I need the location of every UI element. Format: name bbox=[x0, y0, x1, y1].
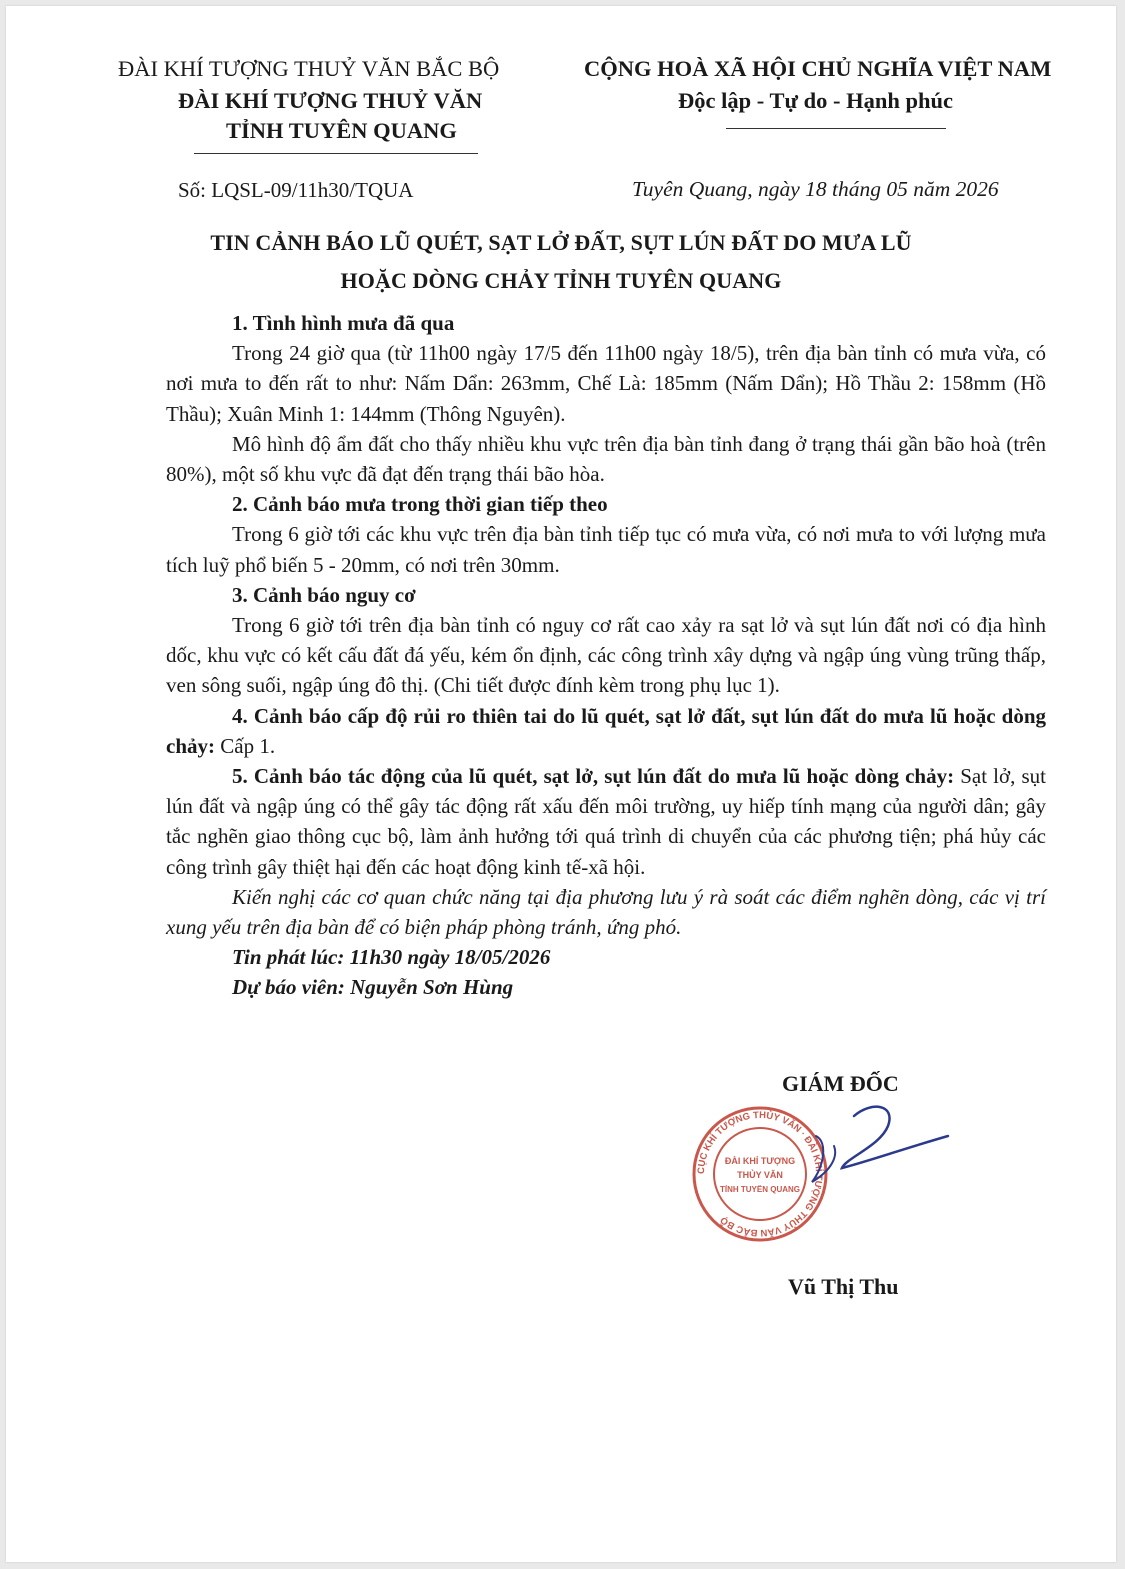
agency-province: TỈNH TUYÊN QUANG bbox=[226, 118, 457, 143]
document-title-line1: TIN CẢNH BÁO LŨ QUÉT, SẠT LỞ ĐẤT, SỤT LÚN ĐẤT DO MƯA LŨ bbox=[210, 230, 912, 255]
section-4 bbox=[166, 701, 1046, 761]
section-3-heading: 3. Cảnh báo nguy cơ bbox=[232, 582, 416, 607]
signer-title: GIÁM ĐỐC bbox=[782, 1071, 899, 1096]
left-header-rule bbox=[194, 153, 478, 154]
national-motto: Độc lập - Tự do - Hạnh phúc bbox=[678, 88, 954, 113]
stamp-inner-line1: ĐÀI KHÍ TƯỢNG bbox=[724, 1156, 796, 1166]
section-4-value: Cấp 1. bbox=[215, 733, 276, 758]
section-1-heading: 1. Tình hình mưa đã qua bbox=[232, 311, 455, 335]
section-2-heading: 2. Cảnh báo mưa trong thời gian tiếp theo bbox=[232, 492, 608, 517]
section-5-text: Sạt lở, sụt lún đất và ngập úng có thể gây tác động rất xấu đến môi trường, uy hiếp tính mạng của người dân; gây tắc nghẽn giao thông cục bộ, làm ảnh hưởng tới quá trình di chuyển của các phương tiện; phá hủy các công trình gây thiệt hại đến các hoạt động kinh tế-xã hội. bbox=[166, 764, 1047, 879]
document-body bbox=[166, 308, 1046, 1003]
document-number: Số: LQSL-09/11h30/TQUA bbox=[178, 178, 414, 202]
stamp-inner-line2: THỦY VĂN bbox=[737, 1170, 783, 1180]
section-2-paragraph: Trong 6 giờ tới các khu vực trên địa bàn tỉnh tiếp tục có mưa vừa, có nơi mưa to với lượng mưa tích luỹ phổ biến 5 - 20mm, có nơi trên 30mm. bbox=[166, 522, 1046, 577]
section-5 bbox=[166, 761, 1046, 882]
forecaster: Dự báo viên: Nguyễn Sơn Hùng bbox=[232, 975, 514, 1000]
section-3-paragraph: Trong 6 giờ tới trên địa bàn tỉnh có nguy cơ rất cao xảy ra sạt lở và sụt lún đất nơi có địa hình dốc, khu vực có kết cấu đất đá yếu, kém ổn định, các công trình xây dựng và ngập úng vùng trũng thấp, ven sông suối, ngập úng đô thị. (Chi tiết được đính kèm trong phụ lục 1). bbox=[166, 613, 1046, 698]
agency-name: ĐÀI KHÍ TƯỢNG THUỶ VĂN bbox=[178, 88, 483, 113]
stamp-inner-line3: TỈNH TUYÊN QUANG bbox=[720, 1185, 800, 1194]
document-title-line2: HOẶC DÒNG CHẢY TỈNH TUYÊN QUANG bbox=[340, 268, 782, 293]
recommendation: Kiến nghị các cơ quan chức năng tại địa phương lưu ý rà soát các điểm nghẽn dòng, các vị trí xung yếu trên địa bàn để có biện pháp phòng tránh, ứng phó. bbox=[166, 884, 1046, 940]
section-1-paragraph-2: Mô hình độ ẩm đất cho thấy nhiều khu vực trên địa bàn tỉnh đang ở trạng thái gần bão hoà (trên 80%), một số khu vực đã đạt đến trạng thái bão hòa. bbox=[166, 431, 1046, 487]
agency-parent: ĐÀI KHÍ TƯỢNG THUỶ VĂN BẮC BỘ bbox=[118, 56, 500, 81]
issued-at: Tin phát lúc: 11h30 ngày 18/05/2026 bbox=[232, 945, 551, 970]
document-page bbox=[6, 6, 1116, 1562]
section-4-heading: 4. Cảnh báo cấp độ rủi ro thiên tai do lũ quét, sạt lở đất, sụt lún đất do mưa lũ hoặc dòng chảy: bbox=[166, 703, 1046, 758]
section-5-heading: 5. Cảnh báo tác động của lũ quét, sạt lở, sụt lún đất do mưa lũ hoặc dòng chảy: bbox=[232, 764, 955, 789]
signer-name: Vũ Thị Thu bbox=[788, 1274, 899, 1299]
section-1-paragraph-1: Trong 24 giờ qua (từ 11h00 ngày 17/5 đến 11h00 ngày 18/5), trên địa bàn tỉnh có mưa vừa, có nơi mưa to đến rất to như: Nấm Dẩn: 263mm, Chế Là: 185mm (Nấm Dẩn); Hồ Thầu 2: 158mm (Hồ Thầu); Xuân Minh 1: 144mm (Thông Nguyên). bbox=[166, 341, 1046, 426]
stamp-outer-text: CỤC KHÍ TƯỢNG THỦY VĂN · ĐÀI KHÍ TƯỢNG THỦY VĂN BẮC BỘ bbox=[695, 1109, 825, 1239]
country-name: CỘNG HOÀ XÃ HỘI CHỦ NGHĨA VIỆT NAM bbox=[584, 56, 1052, 81]
right-header-rule bbox=[726, 128, 946, 129]
place-date: Tuyên Quang, ngày 18 tháng 05 năm 2026 bbox=[632, 177, 999, 201]
handwritten-signature bbox=[776, 1096, 956, 1216]
